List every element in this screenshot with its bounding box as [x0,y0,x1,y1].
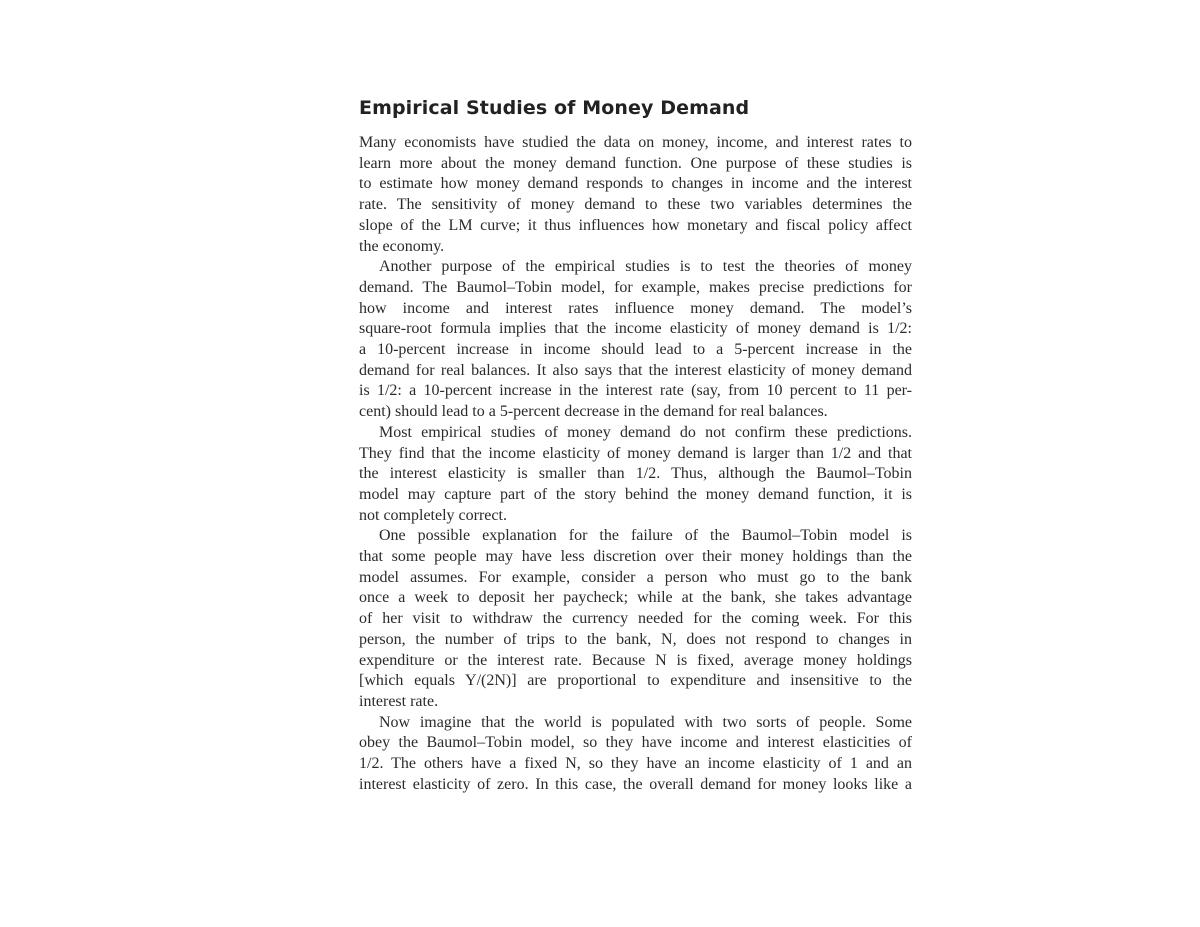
text-line: to estimate how money demand responds to changes in income and the interest [359,175,912,193]
text-line: not completely correct. [359,506,507,524]
text-line: demand. The Baumol–Tobin model, for example, makes precise predictions for [359,278,912,296]
text-line: is 1/2: a 10-percent increase in the interest rate (say, from 10 percent to 11 per- [359,382,912,400]
text-line: Most empirical studies of money demand do not confirm these predictions. [379,423,912,441]
text-line: cent) should lead to a 5-percent decrease in the demand for real balances. [359,403,828,421]
paragraph [359,133,912,257]
paragraph [359,526,912,712]
text-line: that some people may have less discretion over their money holdings than the [359,548,912,566]
text-line: model assumes. For example, consider a person who must go to the bank [359,568,912,586]
text-line: interest rate. [359,692,439,710]
text-line: rate. The sensitivity of money demand to these two variables determines the [359,196,912,214]
paragraph [359,423,912,527]
section-heading: Empirical Studies of Money Demand [359,97,750,119]
text-line: One possible explanation for the failure of the Baumol–Tobin model is [379,527,912,545]
text-line: Another purpose of the empirical studies is to test the theories of money [379,258,912,276]
text-line: obey the Baumol–Tobin model, so they have income and interest elasticities of [359,734,912,752]
document-page [359,92,912,796]
text-line: model may capture part of the story behind the money demand function, it is [359,485,912,503]
text-line: a 10-percent increase in income should lead to a 5-percent increase in the [359,341,912,359]
paragraph [359,257,912,423]
text-line: interest elasticity of zero. In this case, the overall demand for money looks like a [359,775,912,793]
paragraph [359,713,912,796]
text-line: square-root formula implies that the income elasticity of money demand is 1/2: [359,320,912,338]
text-line: demand for real balances. It also says that the interest elasticity of money demand [359,361,912,379]
text-line: learn more about the money demand function. One purpose of these studies is [359,154,912,172]
text-line: Many economists have studied the data on money, income, and interest rates to [359,134,912,151]
text-line: once a week to deposit her paycheck; while at the bank, she takes advantage [359,589,912,607]
text-line: 1/2. The others have a fixed N, so they have an income elasticity of 1 and an [359,755,912,773]
text-line: the interest elasticity is smaller than 1/2. Thus, although the Baumol–Tobin [359,465,912,483]
text-line: expenditure or the interest rate. Because N is fixed, average money holdings [359,651,912,669]
text-line: person, the number of trips to the bank, N, does not respond to changes in [359,630,912,648]
text-line: [which equals Y/(2N)] are proportional to expenditure and insensitive to the [359,672,912,690]
text-line: of her visit to withdraw the currency needed for the coming week. For this [359,610,912,628]
text-line: the economy. [359,237,445,255]
text-line: slope of the LM curve; it thus influences how monetary and fiscal policy affect [359,216,912,234]
text-line: how income and interest rates influence money demand. The model’s [359,299,912,317]
text-line: Now imagine that the world is populated with two sorts of people. Some [379,713,912,731]
text-line: They find that the income elasticity of money demand is larger than 1/2 and that [359,444,912,462]
body-text [359,133,912,796]
